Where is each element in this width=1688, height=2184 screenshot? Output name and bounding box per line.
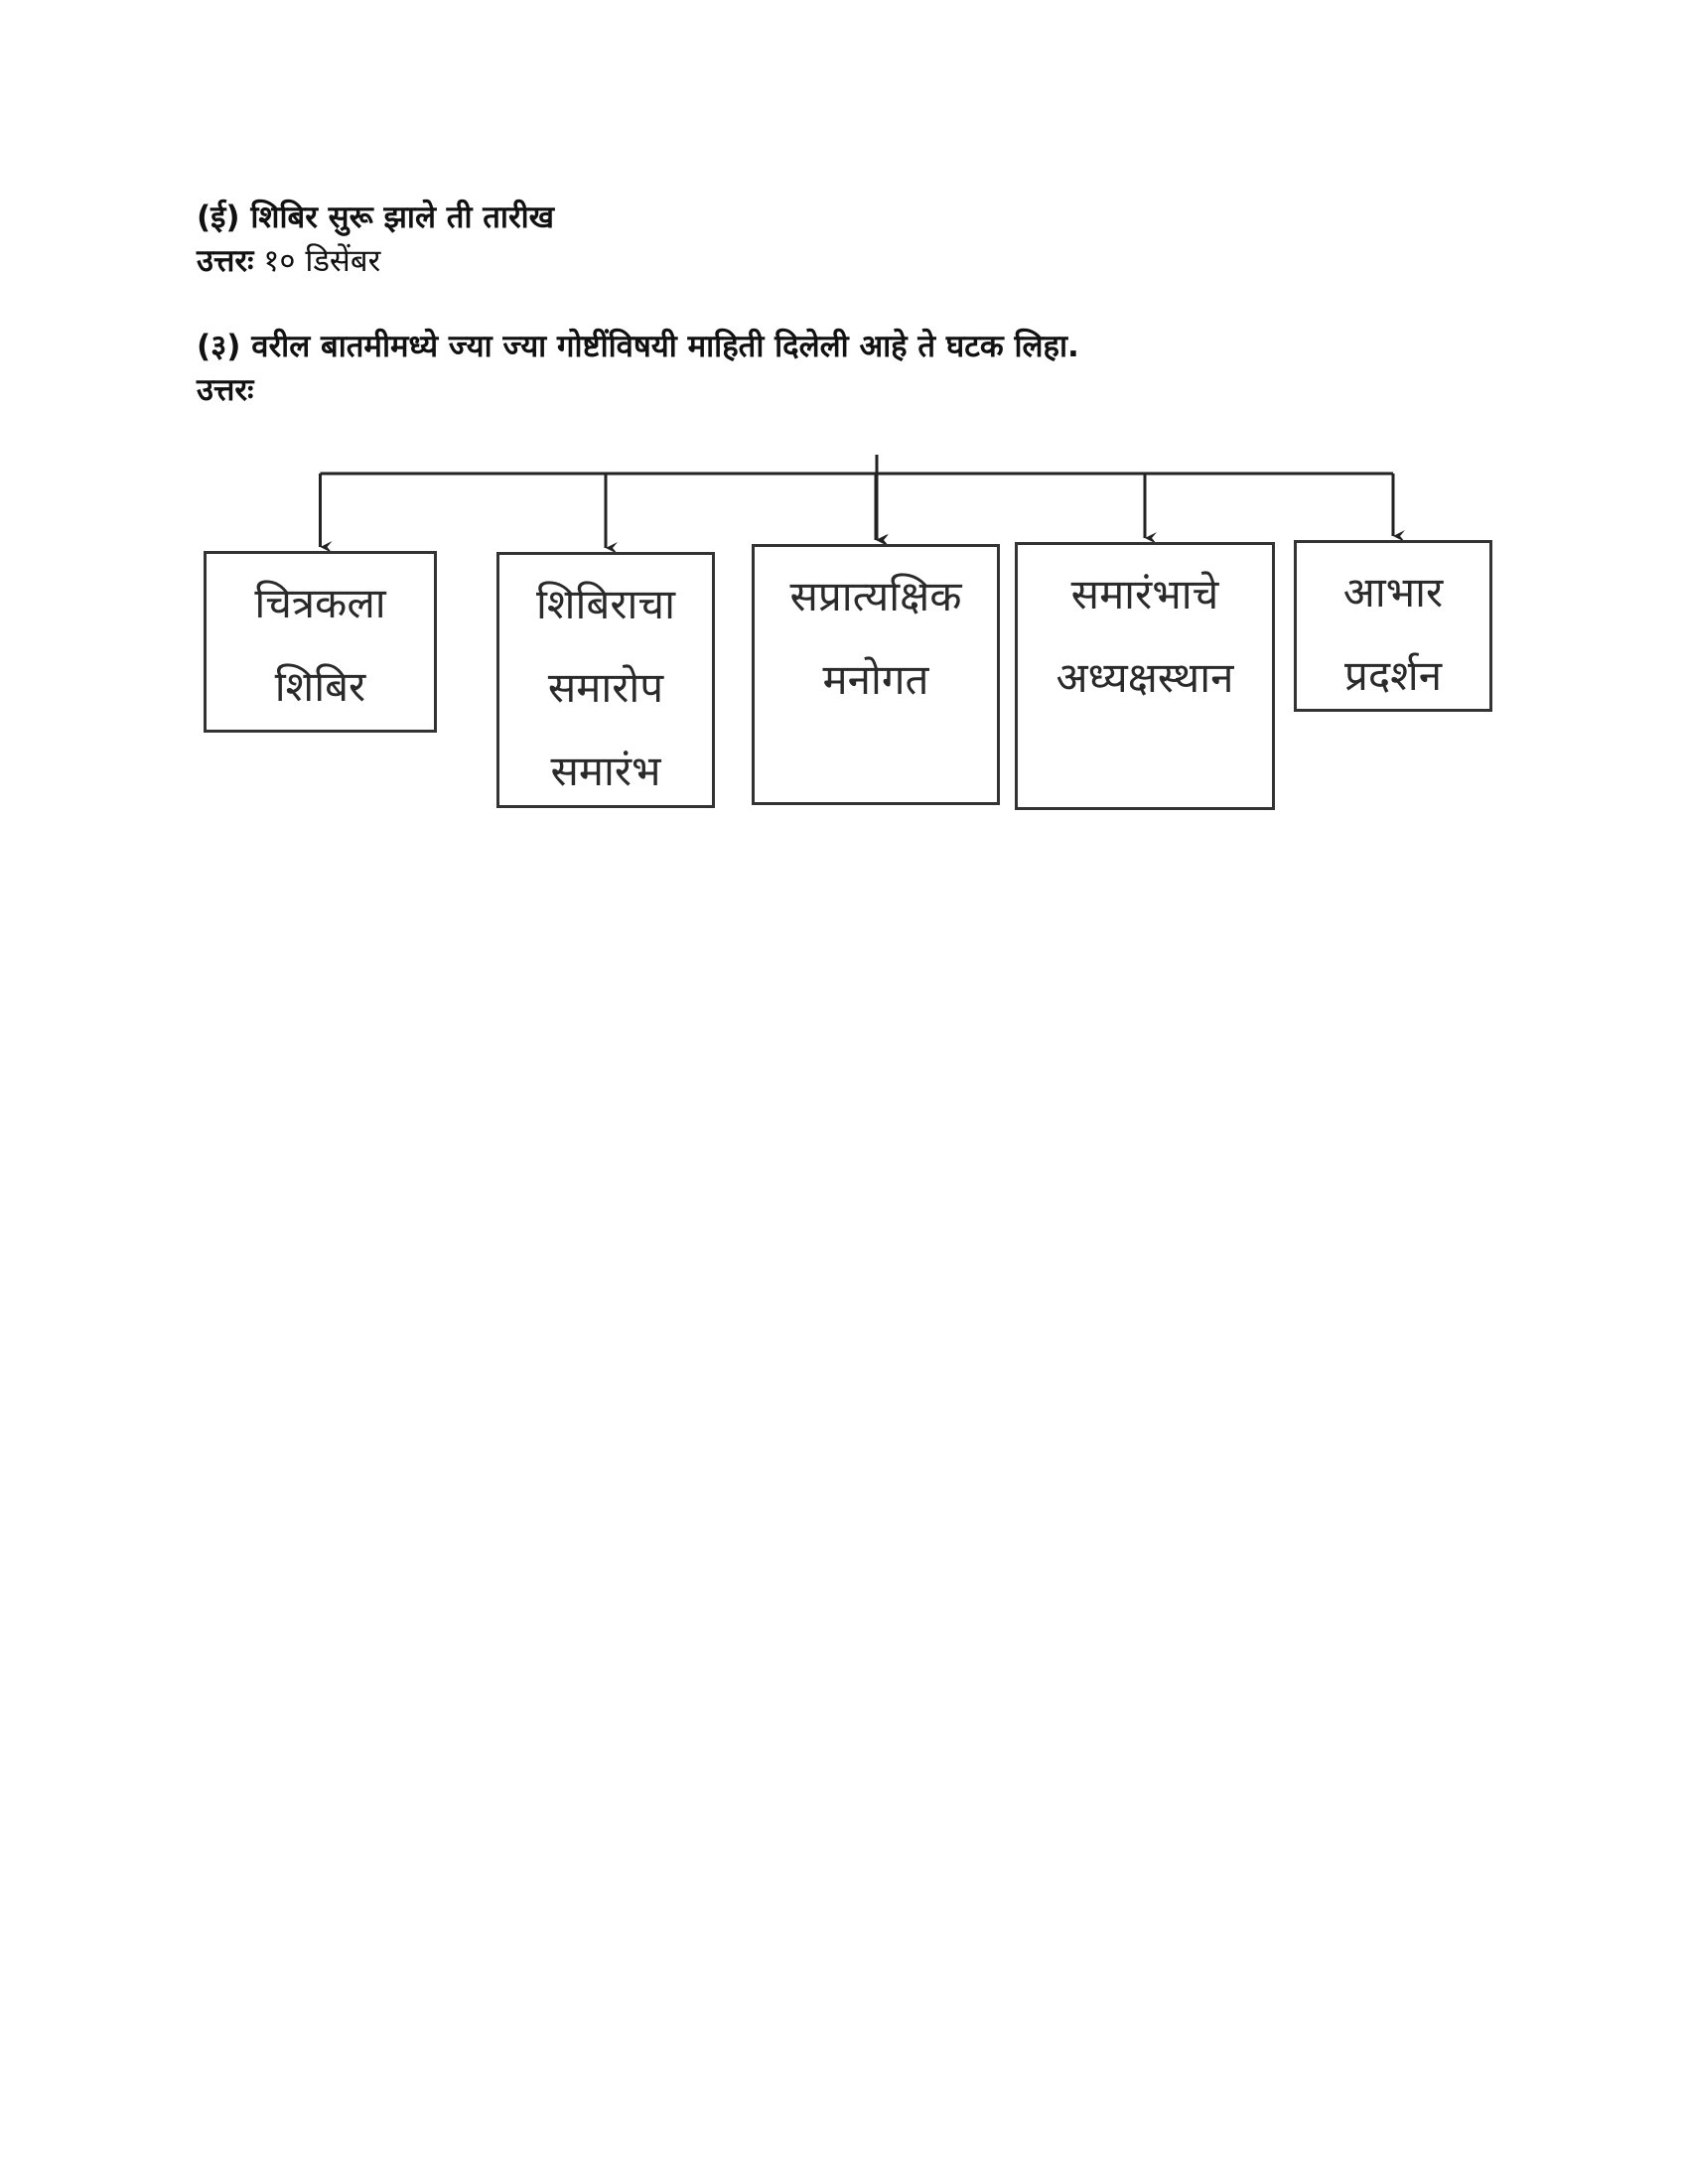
component-box-2-line-3: समारंभ <box>550 747 661 795</box>
component-box-1-line-1: चित्रकला <box>254 579 386 627</box>
answer-label: उत्तरः <box>197 243 254 279</box>
component-box-3-line-2: मनोगत <box>822 655 929 704</box>
component-box-5-line-2: प्रदर्शन <box>1343 651 1443 700</box>
component-box-2-line-1: शिबिराचा <box>536 580 675 628</box>
component-box-4-line-2: अध्यक्षस्थान <box>1055 653 1234 702</box>
component-box-3 <box>752 544 1000 805</box>
question-e-answer <box>197 240 380 282</box>
component-box-5-line-1: आभार <box>1342 568 1444 616</box>
component-box-2 <box>496 552 715 808</box>
question-3-label: (३) वरील बातमीमध्ये ज्या ज्या गोष्टींविषयी माहिती दिलेली आहे ते घटक लिहा. <box>197 329 1079 364</box>
component-box-1-line-2: शिबिर <box>274 662 366 711</box>
component-box-1 <box>204 551 437 733</box>
question-e-label: (ई) शिबिर सुरू झाले ती तारीख <box>197 200 555 235</box>
component-box-5 <box>1294 540 1492 712</box>
component-box-3-line-1: सप्रात्यक्षिक <box>789 572 962 620</box>
component-box-4-line-1: समारंभाचे <box>1070 570 1219 618</box>
diagram-connectors <box>321 455 1394 548</box>
question-3-answer-label: उत्तरः <box>197 372 254 408</box>
answer-value: १० डिसेंबर <box>263 243 381 279</box>
component-box-2-line-2: समारोप <box>547 663 664 712</box>
component-box-4 <box>1015 542 1275 810</box>
